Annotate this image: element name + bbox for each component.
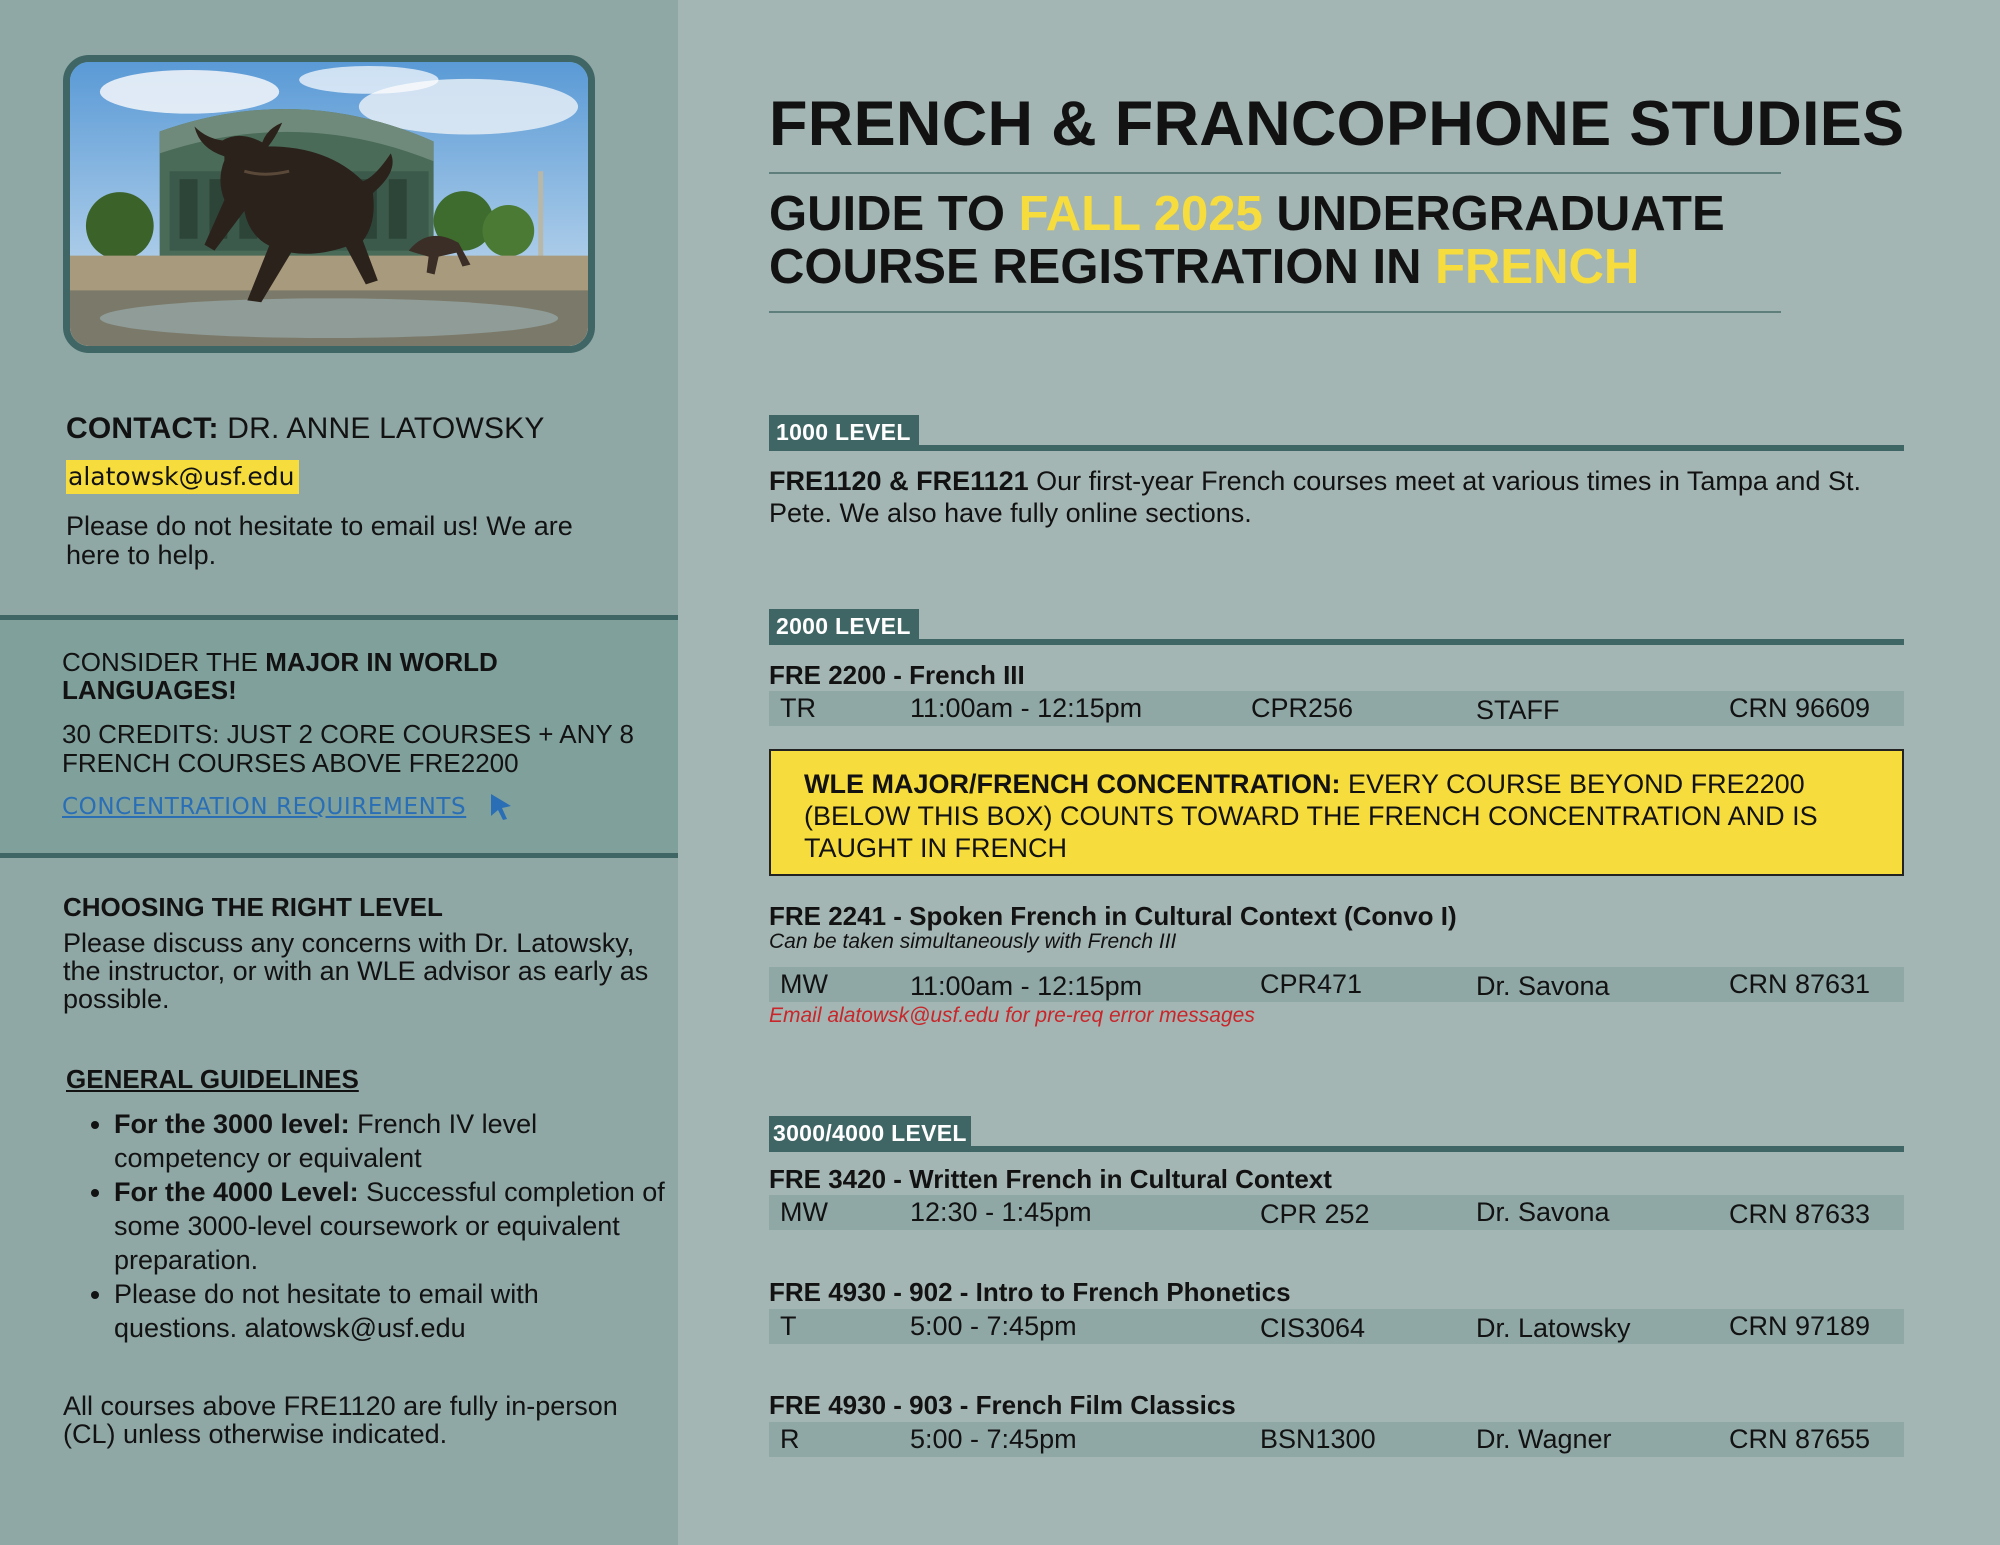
in-person-footnote: All courses above FRE1120 are fully in-person (CL) unless otherwise indicated. xyxy=(63,1391,618,1449)
contact-section xyxy=(66,412,626,570)
major-heading-pre: CONSIDER THE xyxy=(62,647,258,677)
level-1000-description xyxy=(769,465,1904,529)
subtitle-divider xyxy=(769,311,1781,313)
major-callout xyxy=(0,615,678,858)
course-days: T xyxy=(780,1311,797,1341)
course-instructor: Dr. Savona xyxy=(1476,971,1610,1001)
course-crn: CRN 97189 xyxy=(1729,1311,1871,1341)
level-1000-label: 1000 LEVEL xyxy=(769,415,919,451)
course-time: 5:00 - 7:45pm xyxy=(910,1424,1077,1454)
guideline-text: Successful completion of some 3000-level coursework or equivalent preparation. xyxy=(114,1177,665,1275)
level-3000-header xyxy=(769,1116,1904,1152)
guideline-bold: For the 3000 level: xyxy=(114,1109,350,1139)
guidelines-list xyxy=(66,1107,666,1345)
bull-statue-image xyxy=(70,62,588,346)
callout-text: EVERY COURSE BEYOND FRE2200 (BELOW THIS BOX) COUNTS TOWARD THE FRENCH CONCENTRATION AND IS TAUGHT IN FRENCH xyxy=(804,769,1818,863)
sidebar xyxy=(0,0,678,1545)
guidelines-heading: GENERAL GUIDELINES xyxy=(66,1064,359,1094)
course-room: CPR256 xyxy=(1251,693,1354,723)
major-credits: 30 CREDITS: JUST 2 CORE COURSES + ANY 8 FRENCH COURSES ABOVE FRE2200 xyxy=(62,719,634,778)
course-time: 11:00am - 12:15pm xyxy=(910,693,1143,723)
course-row xyxy=(769,967,1904,1002)
course-title: FRE 2200 - French III xyxy=(769,660,1025,690)
subtitle-part: COURSE REGISTRATION IN xyxy=(769,240,1436,294)
course-time: 12:30 - 1:45pm xyxy=(910,1197,1092,1227)
contact-name: DR. ANNE LATOWSKY xyxy=(227,412,545,445)
guideline-bold: For the 4000 Level: xyxy=(114,1177,359,1207)
course-room: CIS3064 xyxy=(1260,1313,1366,1343)
guideline-item xyxy=(114,1277,666,1345)
guideline-text: French IV level competency or equivalent xyxy=(114,1109,538,1173)
campus-photo xyxy=(63,55,595,353)
level-1000-text: Our first-year French courses meet at various times in Tampa and St. Pete. We also have fully online sections. xyxy=(769,466,1861,528)
course-days: TR xyxy=(780,693,816,723)
course-instructor: Dr. Latowsky xyxy=(1476,1313,1631,1343)
concentration-requirements-link[interactable] xyxy=(62,792,514,822)
course-row xyxy=(769,1422,1904,1457)
course-time: 11:00am - 12:15pm xyxy=(910,971,1143,1001)
course-time: 5:00 - 7:45pm xyxy=(910,1311,1077,1341)
contact-line xyxy=(66,412,626,446)
contact-note: Please do not hesitate to email us! We are here to help. xyxy=(66,511,573,570)
course-instructor: STAFF xyxy=(1476,695,1560,725)
course-days: R xyxy=(780,1424,800,1454)
course-days: MW xyxy=(780,969,828,999)
page-subtitle xyxy=(769,188,1725,294)
level-1000-courses: FRE1120 & FRE1121 xyxy=(769,466,1029,496)
main-content xyxy=(678,0,2000,1545)
course-instructor: Dr. Savona xyxy=(1476,1197,1610,1227)
course-row xyxy=(769,1195,1904,1230)
course-title: FRE 4930 - 903 - French Film Classics xyxy=(769,1390,1236,1420)
course-crn: CRN 96609 xyxy=(1729,693,1871,723)
course-room: CPR 252 xyxy=(1260,1199,1370,1229)
course-title: FRE 3420 - Written French in Cultural Context xyxy=(769,1164,1332,1194)
concentration-link-label: CONCENTRATION REQUIREMENTS xyxy=(62,794,467,820)
course-room: CPR471 xyxy=(1260,969,1363,999)
guideline-text: Please do not hesitate to email with questions. alatowsk@usf.edu xyxy=(114,1279,539,1343)
subtitle-language-highlight: FRENCH xyxy=(1435,240,1640,294)
cursor-arrow-icon xyxy=(488,792,514,822)
course-note: Can be taken simultaneously with French III xyxy=(769,930,1177,953)
guideline-item xyxy=(114,1107,666,1175)
prereq-warning: Email alatowsk@usf.edu for pre-req error messages xyxy=(769,1004,1255,1027)
choosing-heading: CHOOSING THE RIGHT LEVEL xyxy=(63,892,443,922)
choosing-level-section xyxy=(63,892,653,1013)
level-1000-header xyxy=(769,415,1904,451)
general-guidelines xyxy=(66,1064,666,1345)
course-crn: CRN 87633 xyxy=(1729,1199,1871,1229)
course-title: FRE 2241 - Spoken French in Cultural Context (Convo I) xyxy=(769,901,1457,931)
page-title: FRENCH & FRANCOPHONE STUDIES xyxy=(769,89,1905,159)
callout-heading: WLE MAJOR/FRENCH CONCENTRATION: xyxy=(804,769,1341,799)
contact-label: CONTACT: xyxy=(66,412,219,445)
title-divider xyxy=(769,172,1781,174)
major-heading-bold: MAJOR IN WORLD LANGUAGES! xyxy=(62,647,498,705)
guideline-item xyxy=(114,1175,666,1277)
level-2000-header xyxy=(769,609,1904,645)
course-crn: CRN 87631 xyxy=(1729,969,1871,999)
concentration-callout xyxy=(769,749,1904,876)
major-heading xyxy=(62,648,652,704)
course-days: MW xyxy=(780,1197,828,1227)
subtitle-term-highlight: FALL 2025 xyxy=(1018,187,1263,241)
level-3000-label: 3000/4000 LEVEL xyxy=(769,1116,971,1152)
course-row xyxy=(769,1309,1904,1344)
contact-email-link[interactable]: alatowsk@usf.edu xyxy=(66,460,299,494)
course-room: BSN1300 xyxy=(1260,1424,1376,1454)
course-crn: CRN 87655 xyxy=(1729,1424,1871,1454)
course-row xyxy=(769,691,1904,726)
level-2000-label: 2000 LEVEL xyxy=(769,609,919,645)
course-instructor: Dr. Wagner xyxy=(1476,1424,1612,1454)
subtitle-part: GUIDE TO xyxy=(769,187,1019,241)
subtitle-part: UNDERGRADUATE xyxy=(1262,187,1725,241)
choosing-text: Please discuss any concerns with Dr. Latowsky, the instructor, or with an WLE advisor as early as possible. xyxy=(63,928,649,1014)
course-title: FRE 4930 - 902 - Intro to French Phonetics xyxy=(769,1277,1291,1307)
